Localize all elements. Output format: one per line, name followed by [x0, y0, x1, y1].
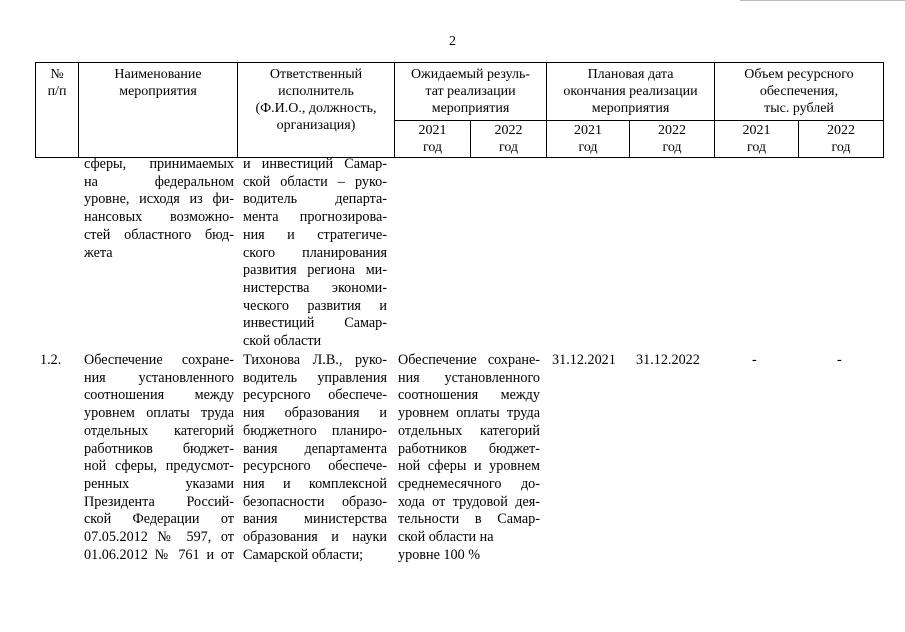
header-num: № п/п — [47, 67, 67, 99]
header-expected-result: Ожидаемый резуль- тат реализации мероприятия — [410, 67, 531, 116]
date-2022-cell: 31.12.2022 — [636, 352, 700, 368]
date-2021-cell: 31.12.2021 — [552, 352, 616, 368]
resources-2022-cell: - — [837, 352, 842, 368]
continuation-name-cell: сферы, принимаемых на федеральном уровне, исходя из фи- нансовых возможно- стей областного бюд- жета — [84, 156, 234, 261]
table-header — [0, 62, 905, 158]
header-name: Наименование мероприятия — [114, 67, 202, 99]
header-responsible: Ответственный исполнитель (Ф.И.О., должность, организация) — [255, 67, 377, 133]
header-year-cell: 2021 год — [574, 123, 602, 155]
row-number: 1.2. — [40, 352, 62, 368]
header-year-cell: 2022 год — [494, 123, 523, 155]
header-planned-date: Плановая дата окончания реализации мероприятия — [563, 67, 698, 116]
page-number: 2 — [449, 34, 456, 49]
header-year-cell: 2021 год — [418, 123, 447, 155]
top-edge-line — [740, 0, 905, 1]
header-year-cell: 2022 год — [827, 123, 855, 155]
header-resources: Объем ресурсного обеспечения, тыс. рублей — [744, 67, 854, 116]
resources-2021-cell: - — [752, 352, 757, 368]
row-expected-result-cell: Обеспечение сохране- ния установленного соотношения между уровнем оплаты труда отдельных категорий работников бюджет- ной сферы и уровнем среднемесячного до- хода от трудовой дея- тельности в Самар- ской области на уровне 100 % — [398, 352, 540, 563]
header-year-cell: 2022 год — [658, 123, 686, 155]
row-name-cell: Обеспечение сохране- ния установленного соотношения между уровнем оплаты труда отдельных категорий работников бюджет- ной сферы, предусмот- ренных указами Президента Россий- ской Федерации от 07.05.2012 № 597, от 01.06.2012 № 761 и от — [84, 352, 234, 563]
continuation-responsible-cell: и инвестиций Самар- ской области – руко- водитель департа- мента прогнозирова- ния и стратегиче- ского планирования развития региона ми- нистерства экономи- ческого развития и инвестиций Самар- ской области — [243, 156, 387, 350]
row-responsible-cell: Тихонова Л.В., руко- водитель управления ресурсного обеспече- ния образования и бюджетного планиро- вания департамента ресурсного обеспече- ния и комплексной безопасности образо- вания министерства образования и науки Самарской области; — [243, 352, 387, 563]
header-year-cell: 2021 год — [742, 123, 771, 155]
